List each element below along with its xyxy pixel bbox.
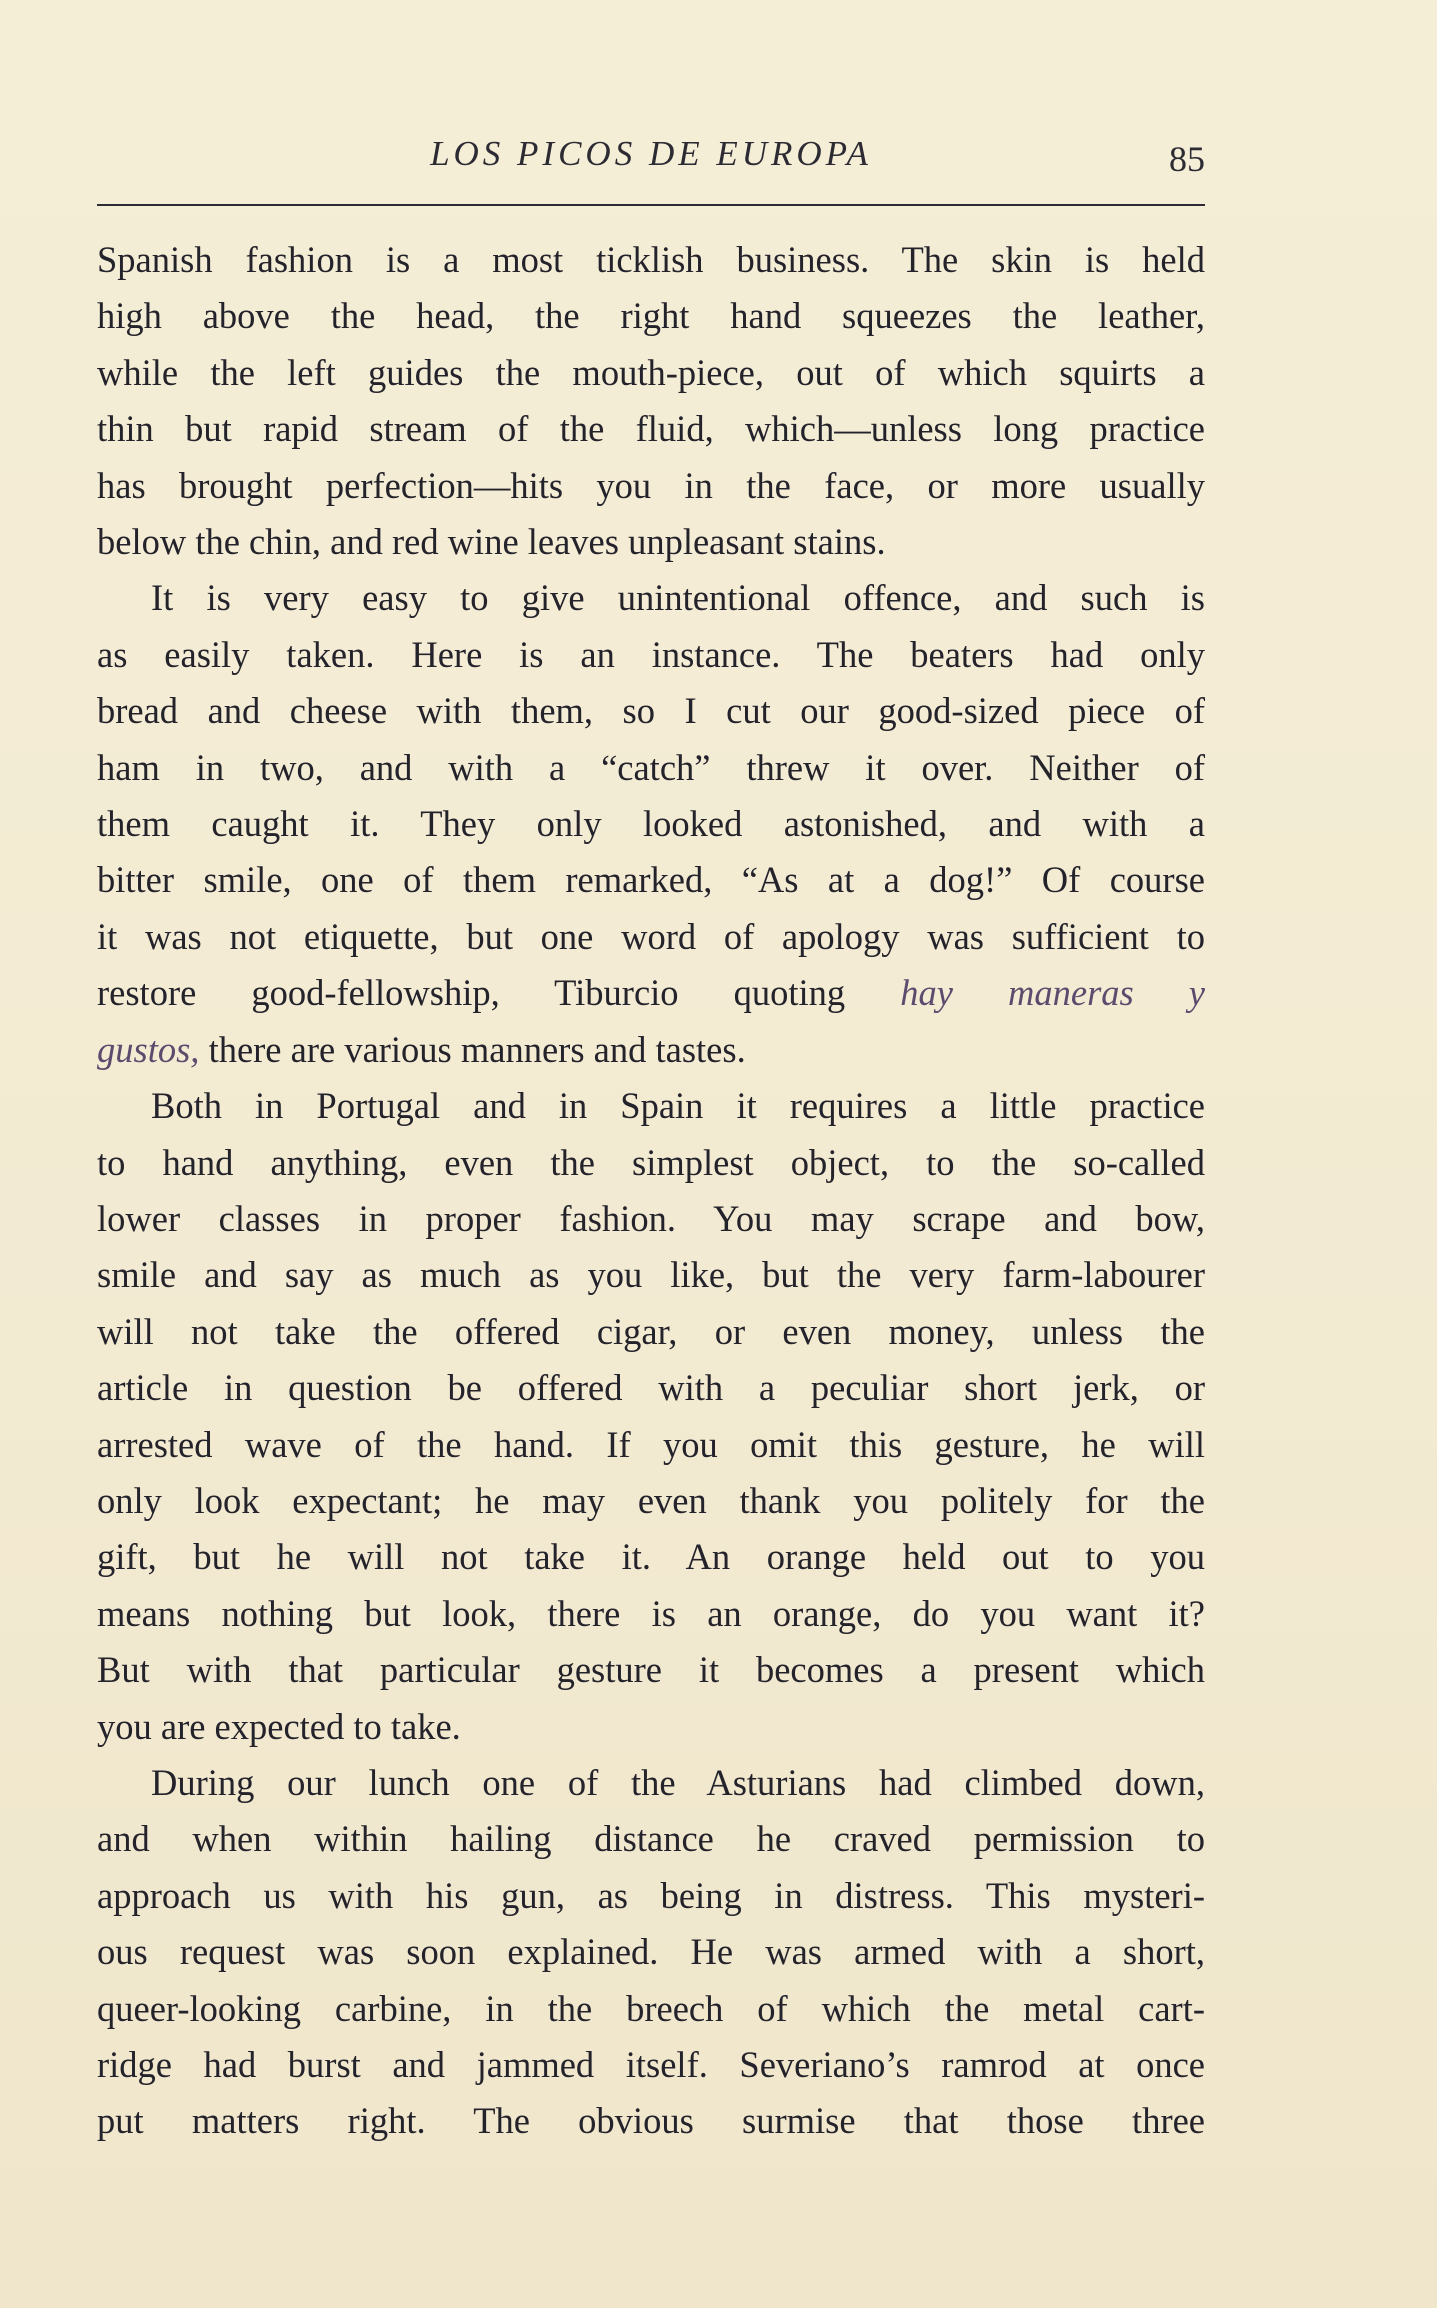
text-line: lower classes in proper fashion. You may scrape and bow, [97, 1197, 1205, 1239]
text-line: it was not etiquette, but one word of apology was sufficient to [97, 915, 1205, 957]
text-line [97, 965, 1205, 1021]
text-line: put matters right. The obvious surmise that those three [97, 2100, 1205, 2142]
text-line: bread and cheese with them, so I cut our good-sized piece of [97, 690, 1205, 732]
text-line: queer-looking carbine, in the breech of which the metal cart- [97, 1987, 1205, 2029]
text-line: and when within hailing distance he craved permission to [97, 1818, 1205, 1860]
text-line: only look expectant; he may even thank you politely for the [97, 1479, 1205, 1521]
text-line: you are expected to take. [97, 1705, 461, 1747]
text-line: high above the head, the right hand squeezes the leather, [97, 295, 1205, 337]
text-line: ous request was soon explained. He was armed with a short, [97, 1931, 1205, 1973]
text-segment: there are various manners and tastes. [208, 1028, 746, 1070]
italic-spanish-phrase: hay maneras y [900, 972, 1206, 1014]
text-line: to hand anything, even the simplest object, to the so-called [97, 1141, 1205, 1183]
text-line: It is very easy to give unintentional offence, and such is [151, 577, 1205, 619]
body-text [97, 232, 1205, 2150]
text-line: them caught it. They only looked astonished, and with a [97, 803, 1205, 845]
page-number: 85 [1169, 139, 1205, 179]
text-line: article in question be offered with a peculiar short jerk, or [97, 1367, 1205, 1409]
text-line: arrested wave of the hand. If you omit this gesture, he will [97, 1423, 1205, 1465]
text-line: During our lunch one of the Asturians had climbed down, [151, 1761, 1205, 1803]
header-rule [97, 204, 1205, 206]
text-line: But with that particular gesture it becomes a present which [97, 1649, 1205, 1691]
text-line [97, 1022, 1205, 1078]
text-line: as easily taken. Here is an instance. The beaters had only [97, 633, 1205, 675]
text-line: Both in Portugal and in Spain it requires a little practice [151, 1085, 1205, 1127]
text-line: ham in two, and with a “catch” threw it over. Neither of [97, 746, 1205, 788]
text-line: will not take the offered cigar, or even money, unless the [97, 1310, 1205, 1352]
text-line: bitter smile, one of them remarked, “As at a dog!” Of course [97, 859, 1205, 901]
italic-spanish-phrase: gustos, [97, 1028, 200, 1070]
text-line: thin but rapid stream of the fluid, which—unless long practice [97, 408, 1205, 450]
text-line: gift, but he will not take it. An orange held out to you [97, 1536, 1205, 1578]
text-line: while the left guides the mouth-piece, out of which squirts a [97, 351, 1205, 393]
text-line: approach us with his gun, as being in distress. This mysteri- [97, 1874, 1205, 1916]
text-line: ridge had burst and jammed itself. Severiano’s ramrod at once [97, 2044, 1205, 2085]
text-line: below the chin, and red wine leaves unpleasant stains. [97, 521, 886, 563]
text-line: Spanish fashion is a most ticklish business. The skin is held [97, 239, 1205, 280]
text-line: has brought perfection—hits you in the face, or more usually [97, 464, 1205, 506]
page-header [97, 128, 1205, 188]
text-line: means nothing but look, there is an orange, do you want it? [97, 1592, 1205, 1634]
running-title: LOS PICOS DE EUROPA [430, 134, 872, 173]
text-segment: restore good-fellowship, Tiburcio quoting [97, 972, 846, 1014]
text-line: smile and say as much as you like, but the very farm-labourer [97, 1254, 1205, 1296]
